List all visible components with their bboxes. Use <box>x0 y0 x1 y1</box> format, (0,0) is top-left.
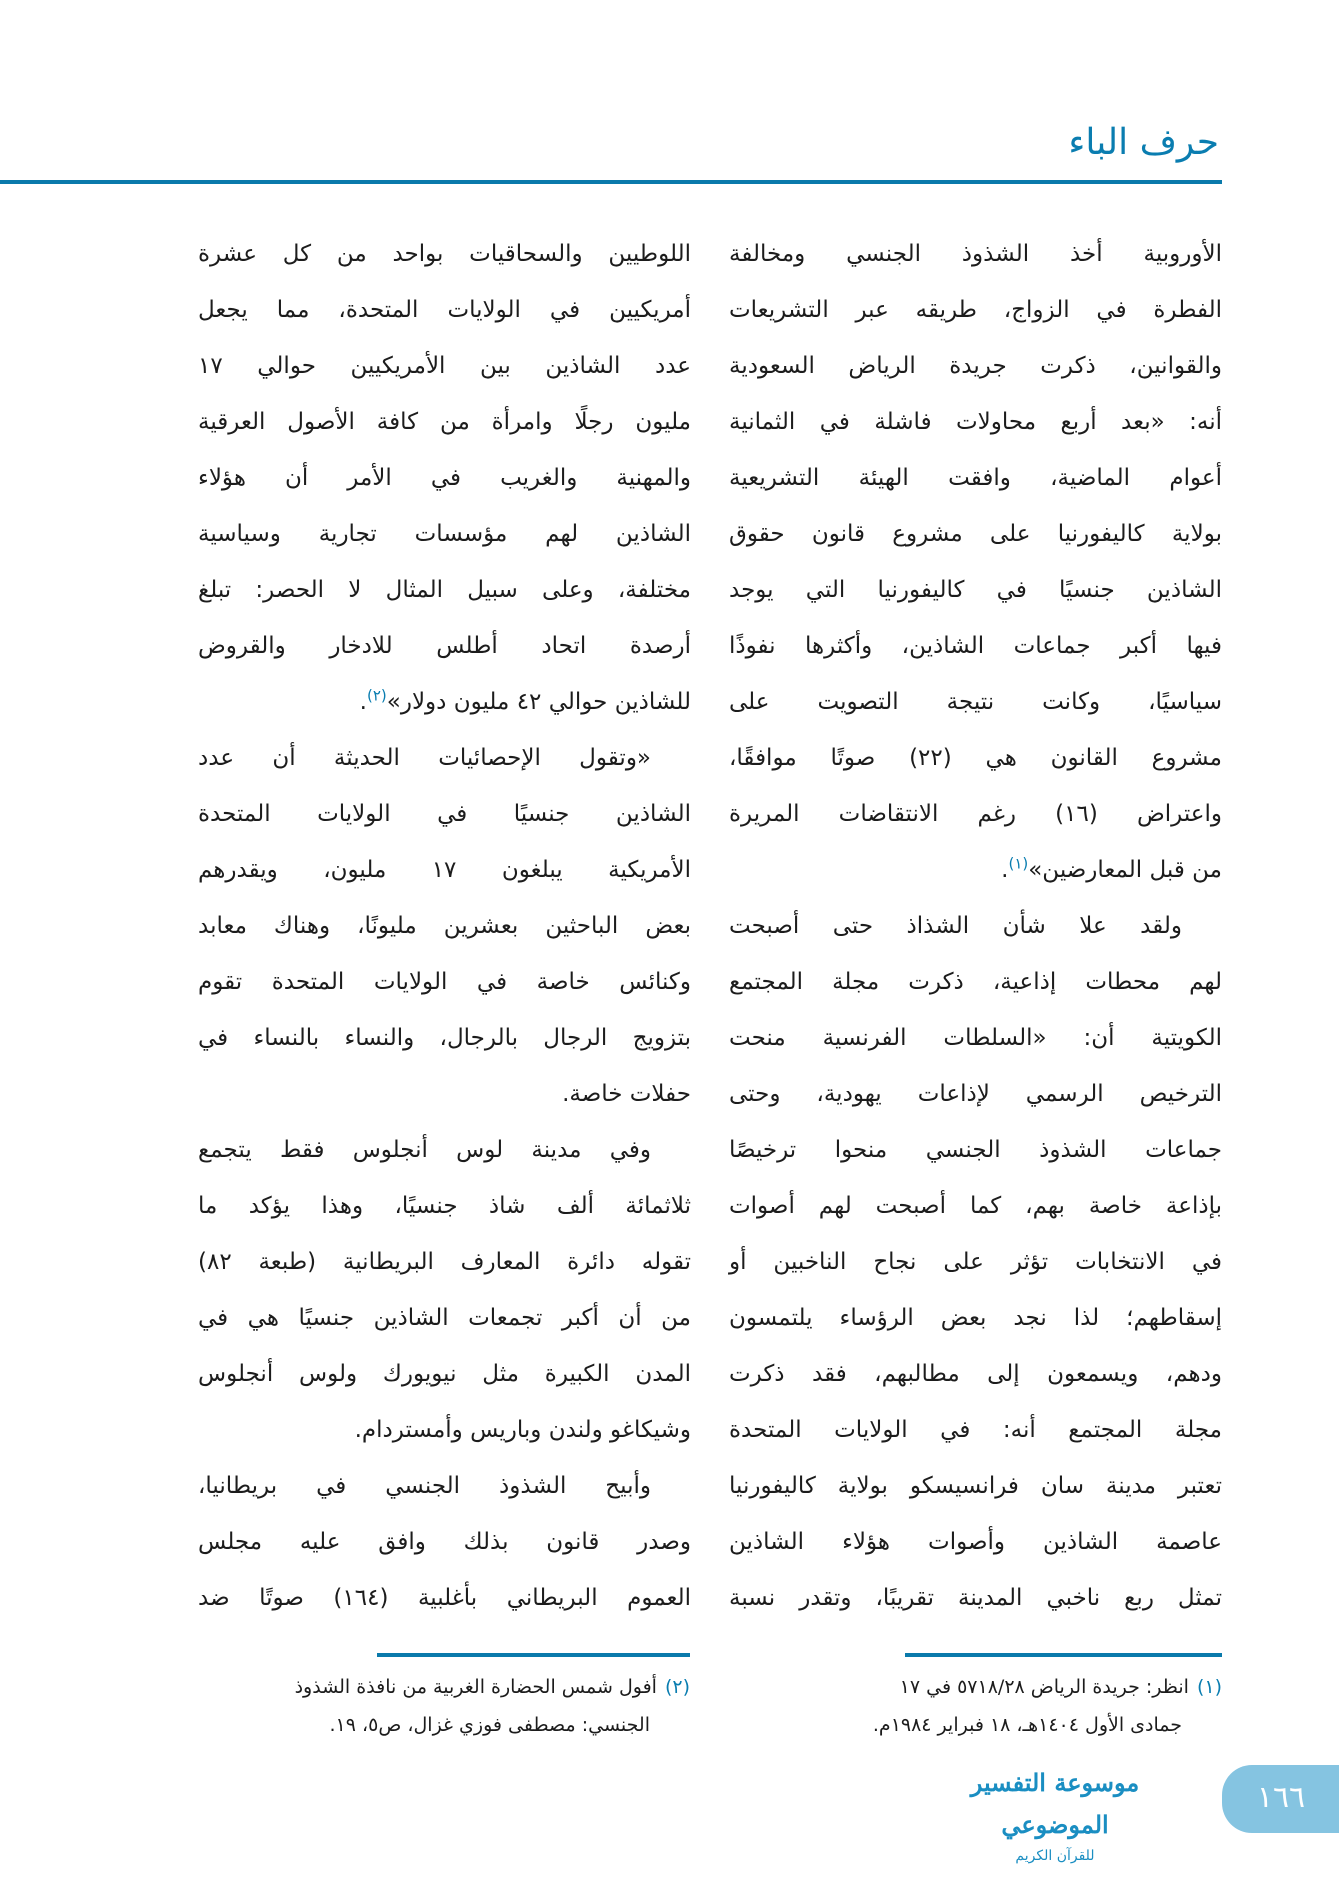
text-column-right <box>729 226 1222 1626</box>
text-line <box>729 1570 1222 1626</box>
line-text: سياسيًا، وكانت نتيجة التصويت على <box>729 689 1222 715</box>
footnote-text: أفول شمس الحضارة الغربية من نافذة الشذوذ <box>294 1676 657 1698</box>
logo-title: موسوعة التفسير الموضوعي <box>970 1768 1140 1839</box>
line-text: عاصمة الشاذين وأصوات هؤلاء الشاذين <box>729 1529 1222 1555</box>
line-text: بولاية كاليفورنيا على مشروع قانون حقوق <box>729 521 1222 547</box>
text-line <box>198 786 691 842</box>
line-text: وأبيح الشذوذ الجنسي في بريطانيا، <box>198 1473 651 1499</box>
line-text: «وتقول الإحصائيات الحديثة أن عدد <box>198 745 651 771</box>
footnote-1 <box>722 1668 1222 1744</box>
text-line <box>729 282 1222 338</box>
text-line <box>729 1178 1222 1234</box>
footnote-text: الجنسي: مصطفى فوزي غزال، ص٥، ١٩. <box>329 1714 650 1736</box>
footnote-text: جمادى الأول ١٤٠٤هـ، ١٨ فبراير ١٩٨٤م. <box>872 1714 1182 1736</box>
text-line <box>198 1458 691 1514</box>
footnote-number: (١) <box>1196 1676 1222 1698</box>
page-number: ١٦٦ <box>1256 1780 1306 1815</box>
line-text: أمريكيين في الولايات المتحدة، مما يجعل <box>198 297 691 323</box>
text-line <box>198 282 691 338</box>
line-text: الشاذين لهم مؤسسات تجارية وسياسية <box>198 521 691 547</box>
text-line <box>198 1346 691 1402</box>
line-text: تقوله دائرة المعارف البريطانية (طبعة ٨٢) <box>198 1249 691 1275</box>
line-text: تعتبر مدينة سان فرانسيسكو بولاية كاليفورنيا <box>729 1473 1222 1499</box>
line-text: الأوروبية أخذ الشذوذ الجنسي ومخالفة <box>729 241 1222 267</box>
text-line <box>198 1514 691 1570</box>
text-line <box>729 898 1222 954</box>
text-line <box>198 1066 691 1122</box>
footnote-reference[interactable]: (١) <box>1008 854 1029 873</box>
text-line <box>729 1346 1222 1402</box>
text-line <box>729 226 1222 282</box>
footnote-reference[interactable]: (٢) <box>366 686 387 705</box>
footnote-rule-right <box>905 1653 1222 1657</box>
line-text: جماعات الشذوذ الجنسي منحوا ترخيصًا <box>729 1137 1222 1163</box>
line-text: الشاذين جنسيًا في كاليفورنيا التي يوجد <box>729 577 1222 603</box>
text-line <box>729 674 1222 730</box>
text-line <box>729 954 1222 1010</box>
text-line <box>198 506 691 562</box>
section-title: حرف الباء <box>1068 122 1219 163</box>
footnote-text: انظر: جريدة الرياض ٥٧١٨/٢٨ في ١٧ <box>899 1676 1189 1698</box>
text-line <box>198 618 691 674</box>
line-text: اللوطيين والسحاقيات بواحد من كل عشرة <box>198 241 691 267</box>
line-text: من قبل المعارضين» <box>1028 857 1222 883</box>
text-line <box>198 562 691 618</box>
text-line <box>198 1570 691 1626</box>
text-line <box>198 1010 691 1066</box>
text-line <box>729 842 1222 898</box>
line-text: أرصدة اتحاد أطلس للادخار والقروض <box>198 633 691 659</box>
line-text: أنه: «بعد أربع محاولات فاشلة في الثمانية <box>729 409 1222 435</box>
line-text: في الانتخابات تؤثر على نجاح الناخبين أو <box>729 1249 1222 1275</box>
footnote-number: (٢) <box>664 1676 690 1698</box>
text-line <box>198 1122 691 1178</box>
line-text: تمثل ربع ناخبي المدينة تقريبًا، وتقدر نسبة <box>729 1585 1222 1611</box>
line-text: الترخيص الرسمي لإذاعات يهودية، وحتى <box>729 1081 1222 1107</box>
line-text: عدد الشاذين بين الأمريكيين حوالي ١٧ <box>198 353 691 379</box>
text-line <box>729 1234 1222 1290</box>
line-text: والقوانين، ذكرت جريدة الرياض السعودية <box>729 353 1222 379</box>
logo-subtitle: للقرآن الكريم <box>1015 1848 1095 1864</box>
line-text: فيها أكبر جماعات الشاذين، وأكثرها نفوذًا <box>729 633 1222 659</box>
text-line <box>198 730 691 786</box>
line-text: بتزويج الرجال بالرجال، والنساء بالنساء في <box>198 1025 691 1051</box>
footnote-rule-left <box>377 1653 690 1657</box>
header-rule <box>0 180 1222 184</box>
text-line <box>729 1010 1222 1066</box>
text-line <box>729 394 1222 450</box>
text-line <box>198 226 691 282</box>
line-tail: . <box>1001 857 1009 883</box>
line-text: مليون رجلًا وامرأة من كافة الأصول العرقية <box>198 409 691 435</box>
line-text: الكويتية أن: «السلطات الفرنسية منحت <box>729 1025 1222 1051</box>
line-text: الفطرة في الزواج، طريقه عبر التشريعات <box>729 297 1222 323</box>
text-line <box>198 1290 691 1346</box>
line-text: مختلفة، وعلى سبيل المثال لا الحصر: تبلغ <box>198 577 691 603</box>
footnote-2 <box>190 1668 690 1744</box>
line-text: من أن أكبر تجمعات الشاذين جنسيًا هي في <box>198 1305 691 1331</box>
text-line <box>198 394 691 450</box>
line-text: والمهنية والغريب في الأمر أن هؤلاء <box>198 465 691 491</box>
text-line <box>729 450 1222 506</box>
text-line <box>729 1402 1222 1458</box>
text-line <box>198 954 691 1010</box>
line-text: لهم محطات إذاعية، ذكرت مجلة المجتمع <box>729 969 1222 995</box>
line-text: ولقد علا شأن الشذاذ حتى أصبحت <box>729 913 1182 939</box>
line-text: أعوام الماضية، وافقت الهيئة التشريعية <box>729 465 1222 491</box>
line-text: إسقاطهم؛ لذا نجد بعض الرؤساء يلتمسون <box>729 1305 1222 1331</box>
encyclopedia-logo <box>930 1762 1180 1864</box>
text-line <box>198 1402 691 1458</box>
text-line <box>729 1458 1222 1514</box>
text-line <box>198 898 691 954</box>
text-line <box>729 786 1222 842</box>
text-line <box>729 1066 1222 1122</box>
text-line <box>198 674 691 730</box>
text-line <box>729 506 1222 562</box>
line-text: وشيكاغو ولندن وباريس وأمستردام. <box>354 1417 691 1443</box>
line-text: المدن الكبيرة مثل نيويورك ولوس أنجلوس <box>198 1361 691 1387</box>
line-text: ودهم، ويسمعون إلى مطالبهم، فقد ذكرت <box>729 1361 1222 1387</box>
line-text: للشاذين حوالي ٤٢ مليون دولار» <box>386 689 691 715</box>
text-line <box>729 338 1222 394</box>
line-text: مجلة المجتمع أنه: في الولايات المتحدة <box>729 1417 1222 1443</box>
text-line <box>729 562 1222 618</box>
line-text: الشاذين جنسيًا في الولايات المتحدة <box>198 801 691 827</box>
text-line <box>729 1290 1222 1346</box>
text-column-left <box>198 226 691 1626</box>
line-text: الأمريكية يبلغون ١٧ مليون، ويقدرهم <box>198 857 692 883</box>
line-tail: . <box>359 689 367 715</box>
text-line <box>198 1178 691 1234</box>
line-text: العموم البريطاني بأغلبية (١٦٤) صوتًا ضد <box>198 1585 691 1611</box>
text-line <box>729 730 1222 786</box>
text-line <box>198 1234 691 1290</box>
text-line <box>729 1514 1222 1570</box>
text-line <box>729 618 1222 674</box>
text-line <box>198 842 691 898</box>
line-text: بعض الباحثين بعشرين مليونًا، وهناك معابد <box>198 913 691 939</box>
text-line <box>198 338 691 394</box>
text-line <box>198 450 691 506</box>
text-line <box>729 1122 1222 1178</box>
line-text: وكنائس خاصة في الولايات المتحدة تقوم <box>198 969 691 995</box>
line-text: مشروع القانون هي (٢٢) صوتًا موافقًا، <box>729 745 1222 771</box>
line-text: حفلات خاصة. <box>562 1081 691 1107</box>
line-text: وصدر قانون بذلك وافق عليه مجلس <box>198 1529 691 1555</box>
line-text: ثلاثمائة ألف شاذ جنسيًا، وهذا يؤكد ما <box>198 1193 691 1219</box>
line-text: بإذاعة خاصة بهم، كما أصبحت لهم أصوات <box>729 1193 1222 1219</box>
line-text: وفي مدينة لوس أنجلوس فقط يتجمع <box>198 1137 651 1163</box>
line-text: واعتراض (١٦) رغم الانتقاضات المريرة <box>729 801 1222 827</box>
